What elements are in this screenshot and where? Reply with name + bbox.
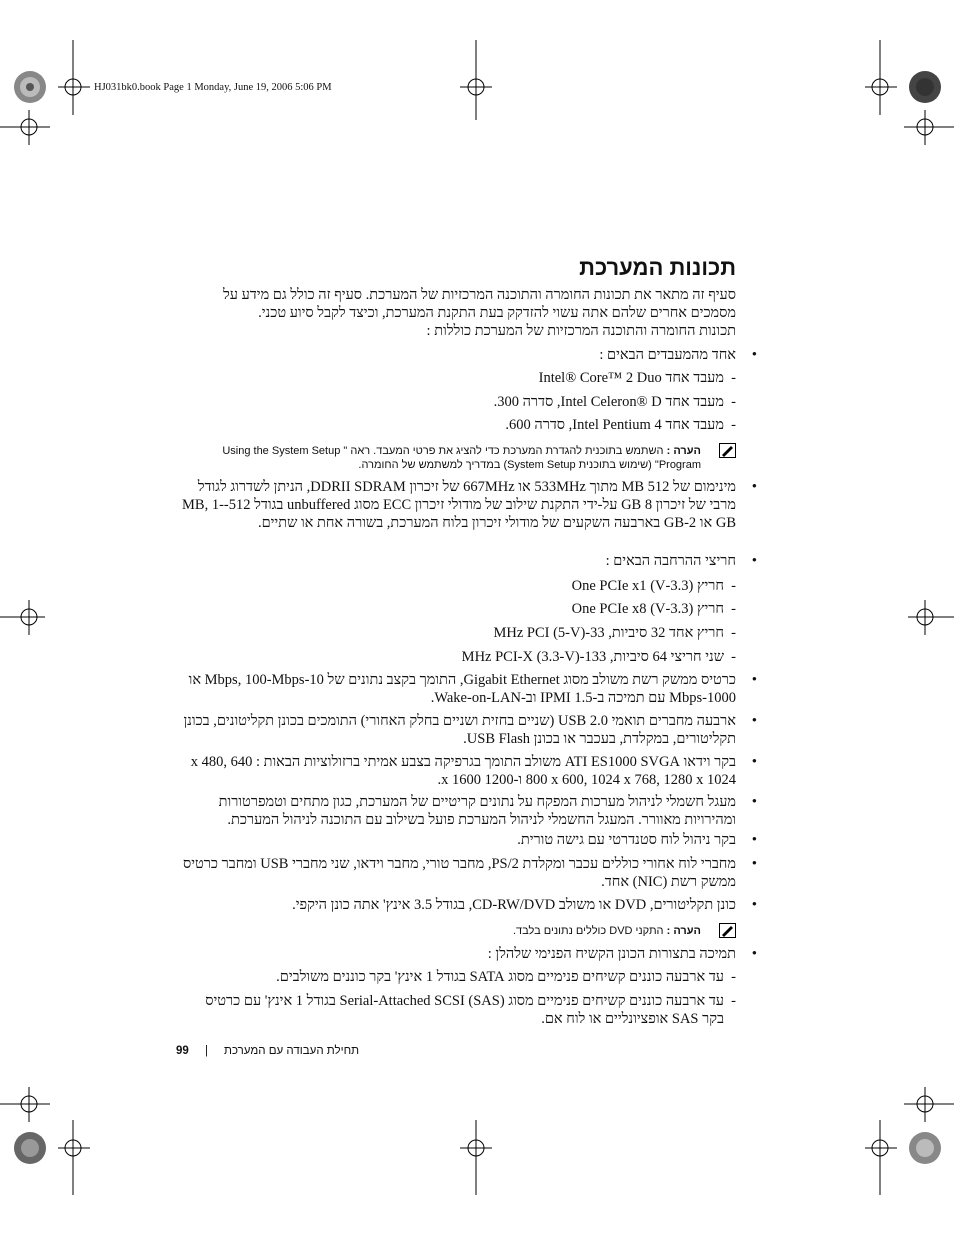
note-pencil-icon [719, 443, 736, 458]
processor-option: - מעבד אחד Intel Celeron® D, סדרה 300. [180, 393, 736, 411]
slot-option: - חריץ (3.3-V) One PCIe x8 [180, 600, 736, 618]
footer-section-name: תחילת העבודה עם המערכת [224, 1045, 360, 1057]
drive-option: - עד ארבעה כוננים קשיחים פנימיים מסוג Serial-Attached SCSI (SAS) בגודל 1 אינץ' עם כרטיס בקר SAS אופציונליים או לוח אם. [180, 992, 736, 1028]
drive-option: - עד ארבעה כוננים קשיחים פנימיים מסוג SATA בגודל 1 אינץ' בקר כוננים משולבים. [180, 968, 736, 986]
list-item-connectors: • מחברי לוח אחורי כוללים עכבר ומקלדת PS/2, מחבר טורי, מחבר וידאו, שני מחברי USB ומחבר כרטיס ממשק רשת (NIC) אחד. [180, 855, 736, 891]
features-lead: תכונות החומרה והתוכנה המרכזיות של המערכת כוללות : [426, 323, 736, 339]
list-item-nic: • כרטיס ממשק רשת משולב מסוג Gigabit Ethernet, התומך בקצב נתונים של 10-Mbps, 100-Mbps או 1000-Mbps עם תמיכה ב-IPMI 1.5 וב-Wake-on-LAN. [180, 671, 736, 707]
list-item-optical-drive: • כונן תקליטורים, DVD או משולב CD-RW/DVD, בגודל 3.5 אינץ' אתה כונן היקפי. [180, 896, 736, 914]
list-item-processor: • אחד מהמעבדים הבאים : [180, 346, 736, 364]
footer-separator: | [205, 1045, 208, 1057]
note-label: הערה : [666, 925, 701, 937]
processor-option: - מעבד אחד Intel Pentium 4, סדרה 600. [180, 416, 736, 434]
list-item-memory: • מינימום של 512 MB מתוך 533MHz או 667MHz של זיכרון DDRII SDRAM, הניתן לשדרוג לגודל מרבי של זיכרון 8 GB על-ידי התקנת שילוב של מודולי זיכרון ECC מסוג unbuffered בגודל 512-MB, 1-GB או 2-GB בארבעה השקעים של מודולי זיכרון בלוח המערכת, בשורה אחת או שתיים. [180, 478, 736, 532]
list-item-drives: • תמיכה בתצורות הכונן הקשיח הפנימי שלהלן : [180, 945, 736, 963]
note-text: התקני DVD כוללים נתונים בלבד. [512, 925, 664, 937]
list-item-bmc: • בקר ניהול לוח סטנדרטי עם גישה טורית. [180, 831, 736, 849]
page-title: תכונות המערכת [579, 255, 736, 280]
list-item-video: • בקר וידאו ATI ES1000 SVGA משולב התומך בגרפיקה בצבע אמיתי ברזולוציות הבאות : 640 x 480, 800 x 600, 1024 x 768, 1280 x 1024 ו-1200 x 1600. [180, 753, 736, 789]
list-item-slots: • חריצי ההרחבה הבאים : [180, 552, 736, 570]
note-dvd [180, 924, 736, 938]
note-label: הערה : [666, 445, 701, 457]
note-processor [180, 444, 736, 472]
note-text: השתמש בתוכנית להגדרת המערכת כדי להציג את פרטי המעבד. ראה " Using the System Setup Program" (שימוש בתוכנית System Setup) במדריך למשתמש של החומרה. [222, 445, 701, 471]
slot-option: - חריץ (3.3-V) One PCIe x1 [180, 577, 736, 595]
page-number: 99 [176, 1045, 189, 1057]
intro-paragraph: סעיף זה מתאר את תכונות החומרה והתוכנה המרכזיות של המערכת. סעיף זה כולל גם מידע על מסמכים אחרים שלהם אתה עשוי להזדקק בעת התקנת המערכת, וכיצד לקבל סיוע טכני. [222, 287, 736, 321]
slot-option: - חריץ אחד 32 סיביות, 33-MHz PCI (5-V) [180, 624, 736, 642]
book-info-header: HJ031bk0.book Page 1 Monday, June 19, 2006 5:06 PM [94, 82, 332, 93]
note-pencil-icon [719, 923, 736, 938]
list-item-usb: • ארבעה מחברים תואמי USB 2.0 (שניים בחזית ושניים בחלק האחורי) התומכים בכונן תקליטונים, בכונן תקליטורים, במקלדת, בעכבר או בכונן USB Flash. [180, 712, 736, 748]
slot-option: - שני חריצי 64 סיביות, 133-MHz PCI-X (3.3-V) [180, 648, 736, 666]
processor-option: - מעבד אחד Intel® Core™ 2 Duo [180, 369, 736, 387]
list-item-systems-management: • מעגל חשמלי לניהול מערכות המפקח על נתונים קריטיים של המערכת, כגון מתחים וטמפרטורות ומהירויות מאוורר. המעגל החשמלי לניהול המערכת פועל בשילוב עם התוכנה לניהול המערכת. [180, 793, 736, 829]
